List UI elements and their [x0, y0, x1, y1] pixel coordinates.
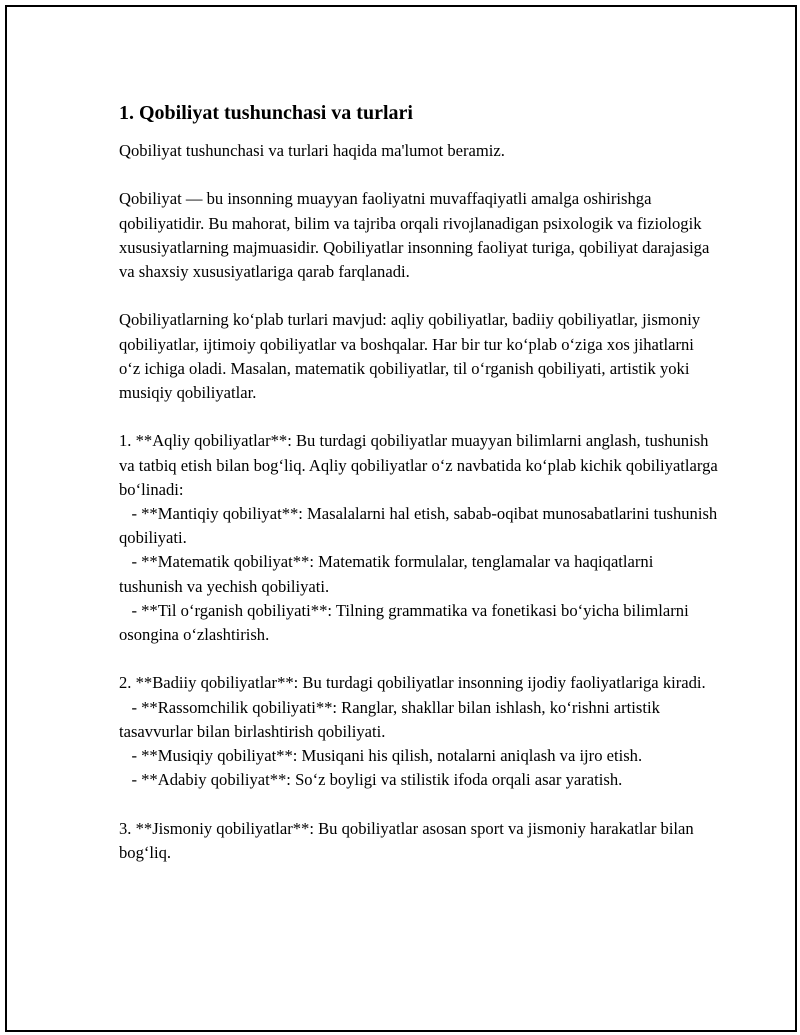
- overview-paragraph: Qobiliyatlarning ko‘plab turlari mavjud: aqliy qobiliyatlar, badiiy qobiliyatlar, jismoniy qobiliyatlar, ijtimoiy qobiliyatlar va boshqalar. Har bir tur ko‘plab o‘ziga xos jihatlarni o‘z ichiga oladi. Masalan, matematik qobiliyatlar, til o‘rganish qobiliyati, artistik yoki musiqiy qobiliyatlar.: [119, 310, 701, 402]
- document-title: 1. Qobiliyat tushunchasi va turlari: [119, 102, 413, 124]
- list-item: - **Til o‘rganish qobiliyati**: Tilning grammatika va fonetikasi bo‘yicha bilimlarni osongina o‘zlashtirish.: [119, 600, 693, 645]
- list-item: - **Rassomchilik qobiliyati**: Ranglar, shakllar bilan ishlash, ko‘rishni artistik tasavvurlar bilan birlashtirish qobiliyati.: [119, 697, 665, 741]
- section-heading: 3. **Jismoniy qobiliyatlar**: Bu qobiliyatlar asosan sport va jismoniy harakatlar bilan bog‘liq.: [119, 818, 698, 862]
- intro-paragraph: Qobiliyat tushunchasi va turlari haqida ma'lumot beramiz.: [119, 141, 505, 160]
- list-item: - **Musiqiy qobiliyat**: Musiqani his qilish, notalarni aniqlash va ijro etish.: [119, 746, 643, 766]
- list-item: - **Adabiy qobiliyat**: So‘z boyligi va stilistik ifoda orqali asar yaratish.: [119, 770, 623, 790]
- definition-paragraph: Qobiliyat — bu insonning muayyan faoliyatni muvaffaqiyatli amalga oshirishga qobiliyatidir. Bu mahorat, bilim va tajriba orqali rivojlanadigan psixologik va fiziologik xususiyatlarning majmuasidir. Qobiliyatlar insonning faoliyat turiga, qobiliyat darajasiga va shaxsiy xususiyatlariga qarab farqlanadi.: [119, 189, 710, 281]
- section-artistic-abilities: [119, 671, 719, 792]
- list-item: - **Mantiqiy qobiliyat**: Masalalarni hal etish, sabab-oqibat munosabatlarini tushunish qobiliyati.: [119, 504, 722, 548]
- list-item: - **Matematik qobiliyat**: Matematik formulalar, tenglamalar va haqiqatlarni tushunish va yechish qobiliyati.: [119, 552, 658, 596]
- section-heading: 1. **Aqliy qobiliyatlar**: Bu turdagi qobiliyatlar muayyan bilimlarni anglash, tushunish va tatbiq etish bilan bog‘liq. Aqliy qobiliyatlar o‘z navbatida ko‘plab kichik qobiliyatlarga bo‘linadi:: [119, 431, 722, 499]
- document-body: [119, 99, 722, 865]
- section-heading: 2. **Badiiy qobiliyatlar**: Bu turdagi qobiliyatlar insonning ijodiy faoliyatlariga kiradi.: [119, 673, 706, 693]
- page-frame: [5, 5, 797, 1032]
- section-mental-abilities: [119, 429, 722, 647]
- section-physical-abilities: [119, 817, 719, 865]
